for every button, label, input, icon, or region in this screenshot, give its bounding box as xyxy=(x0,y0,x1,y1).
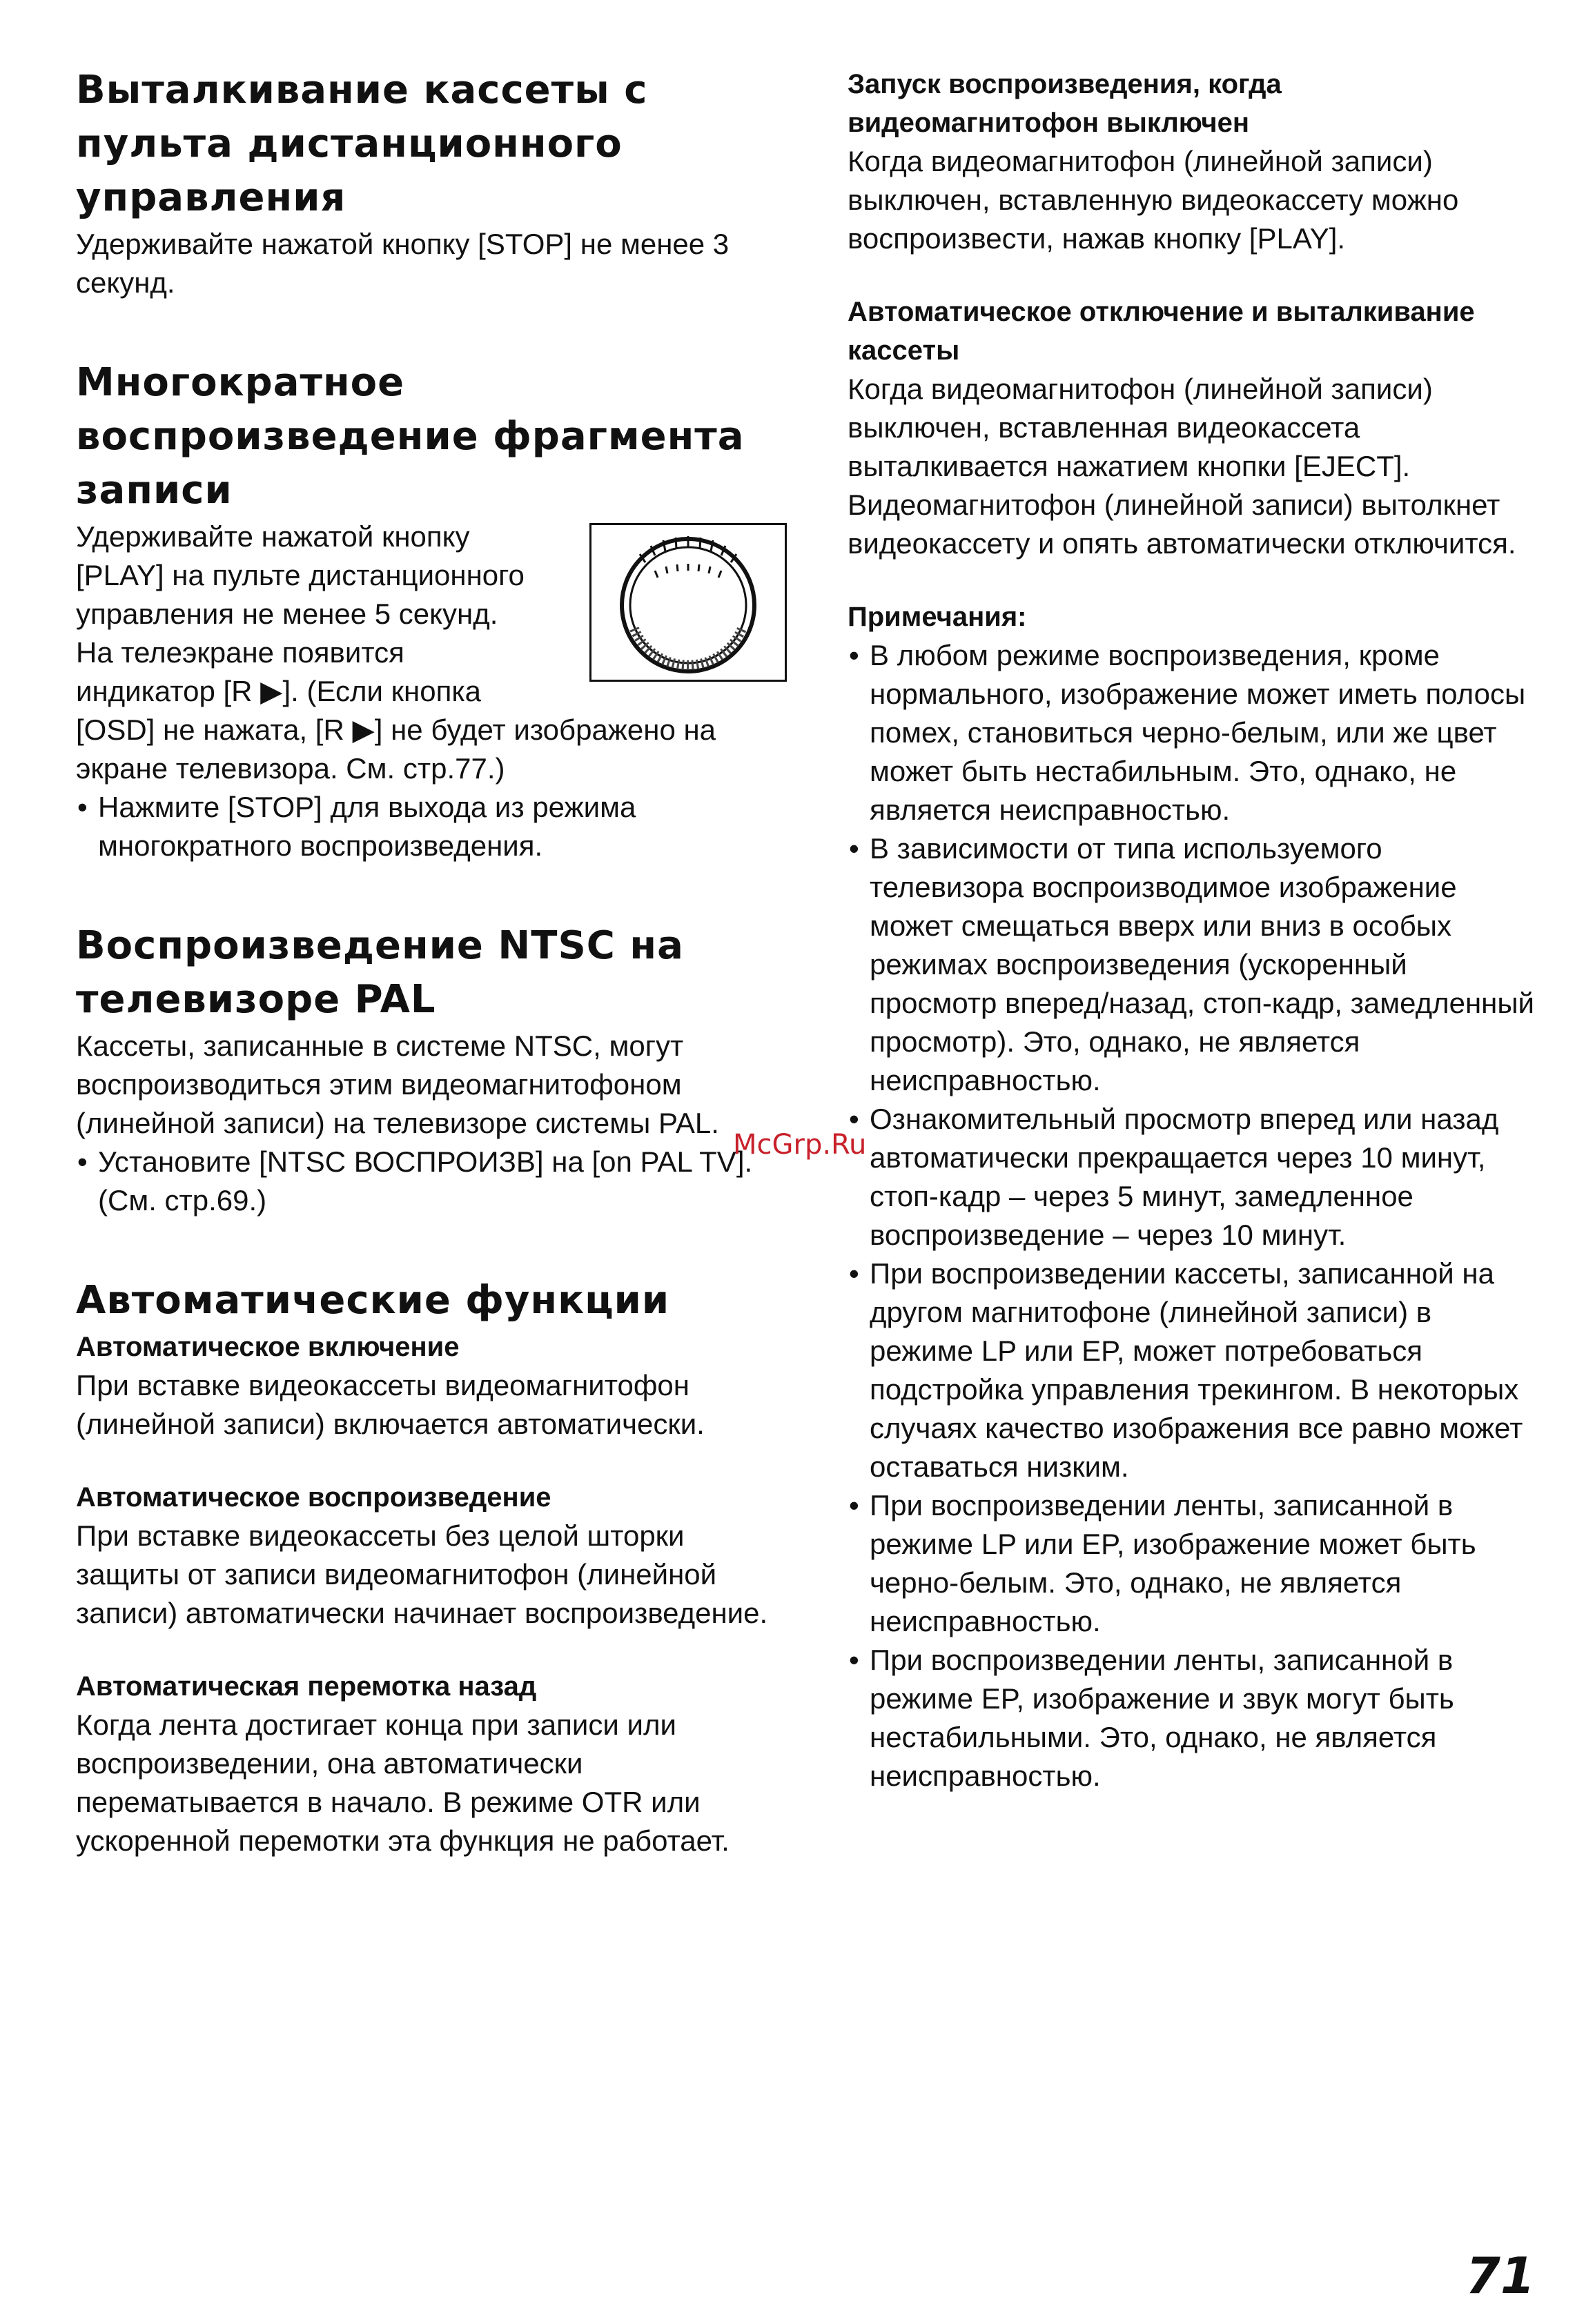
left-column xyxy=(76,63,787,1860)
section-text: [OSD] не нажата, [R ▶] не будет изображено на экране телевизора. См. стр.77.) xyxy=(76,713,716,785)
right-column xyxy=(848,65,1538,1795)
section-repeat-play xyxy=(76,356,787,865)
subheading: Автоматическая перемотка назад xyxy=(76,1671,537,1702)
section-heading: Автоматические функции xyxy=(76,1278,670,1323)
section-text: При вставке видеокассеты видеомагнитофон (линейной записи) включается автоматически. xyxy=(76,1369,705,1440)
list-item: • При воспроизведении кассеты, записанной на другом магнитофоне (линейной записи) в режиме LP или EP, может потребоваться подстройка управления трекингом. В некоторых случаях качество изображения все равно может оставаться низким. xyxy=(848,1254,1538,1486)
subheading: Автоматическое включение xyxy=(76,1332,460,1362)
bullet-list xyxy=(76,788,787,865)
section-text: Когда видеомагнитофон (линейной записи) выключен, вставленная видеокассета выталкивается нажатием кнопки [EJECT]. Видеомагнитофон (линейной записи) вытолкнет видеокассету и опять автоматически отключится. xyxy=(848,373,1516,560)
section-eject-remote xyxy=(76,63,787,302)
section-text: Когда видеомагнитофон (линейной записи) выключен, вставленную видеокассету можно воспроизвести, нажав кнопку [PLAY]. xyxy=(848,145,1459,255)
section-text: Когда лента достигает конца при записи или воспроизведении, она автоматически перематывается в начало. В режиме OTR или ускоренной перемотки эта функция не работает. xyxy=(76,1708,730,1857)
section-heading: Выталкивание кассеты с пульта дистанционного управления xyxy=(76,68,648,220)
list-item: • При воспроизведении ленты, записанной в режиме EP, изображение и звук могут быть нестабильными. Это, однако, не является неисправностью. xyxy=(848,1641,1538,1795)
section-heading: Воспроизведение NTSC на телевизоре PAL xyxy=(76,923,684,1022)
float-text: Удерживайте нажатой кнопку [PLAY] на пульте дистанционного управления не менее 5 секунд. На телеэкране появится индикатор [R ▶]. (Если кнопка xyxy=(76,520,525,707)
section-ntsc-pal xyxy=(76,919,787,1220)
section-text: Кассеты, записанные в системе NTSC, могут воспроизводиться этим видеомагнитофоном (линейной записи) на телевизоре системы PAL. xyxy=(76,1030,719,1139)
watermark: McGrp.Ru xyxy=(733,1129,867,1161)
list-item: • Ознакомительный просмотр вперед или назад автоматически прекращается через 10 минут, стоп-кадр – через 5 минут, замедленное воспроизведение – через 10 минут. xyxy=(848,1100,1538,1254)
page-number: 71 xyxy=(1465,2247,1535,2305)
section-text: Удерживайте нажатой кнопку [STOP] не менее 3 секунд. xyxy=(76,228,730,299)
play-button-icon xyxy=(591,525,785,680)
list-item: • Нажмите [STOP] для выхода из режима многократного воспроизведения. xyxy=(76,788,787,865)
notes-title: Примечания: xyxy=(848,602,1027,632)
subheading: Запуск воспроизведения, когда видеомагнитофон выключен xyxy=(848,69,1282,138)
section-text: При вставке видеокассеты без целой шторки защиты от записи видеомагнитофон (линейной записи) автоматически начинает воспроизведение. xyxy=(76,1519,768,1629)
list-item: • В любом режиме воспроизведения, кроме нормального, изображение может иметь полосы помех, становиться черно-белым, или же цвет может быть нестабильным. Это, однако, не является неисправностью. xyxy=(848,636,1538,829)
bullet-list xyxy=(76,1143,787,1220)
notes-list xyxy=(848,636,1538,1795)
section-auto-functions xyxy=(76,1274,787,1860)
section-heading: Многократное воспроизведение фрагмента записи xyxy=(76,360,745,513)
subheading: Автоматическое отключение и выталкивание кассеты xyxy=(848,297,1475,366)
play-button-illustration xyxy=(589,523,787,682)
list-item: • При воспроизведении ленты, записанной в режиме LP или EP, изображение может быть черно-белым. Это, однако, не является неисправностью. xyxy=(848,1486,1538,1641)
list-item: • Установите [NTSC ВОСПРОИЗВ] на [on PAL TV]. (См. стр.69.) xyxy=(76,1143,787,1220)
text-with-figure xyxy=(76,518,787,865)
subheading: Автоматическое воспроизведение xyxy=(76,1482,551,1513)
list-item: • В зависимости от типа используемого телевизора воспроизводимое изображение может смещаться вверх или вниз в особых режимах воспроизведения (ускоренный просмотр вперед/назад, стоп-кадр, замедленный просмотр). Это, однако, не является неисправностью. xyxy=(848,829,1538,1100)
